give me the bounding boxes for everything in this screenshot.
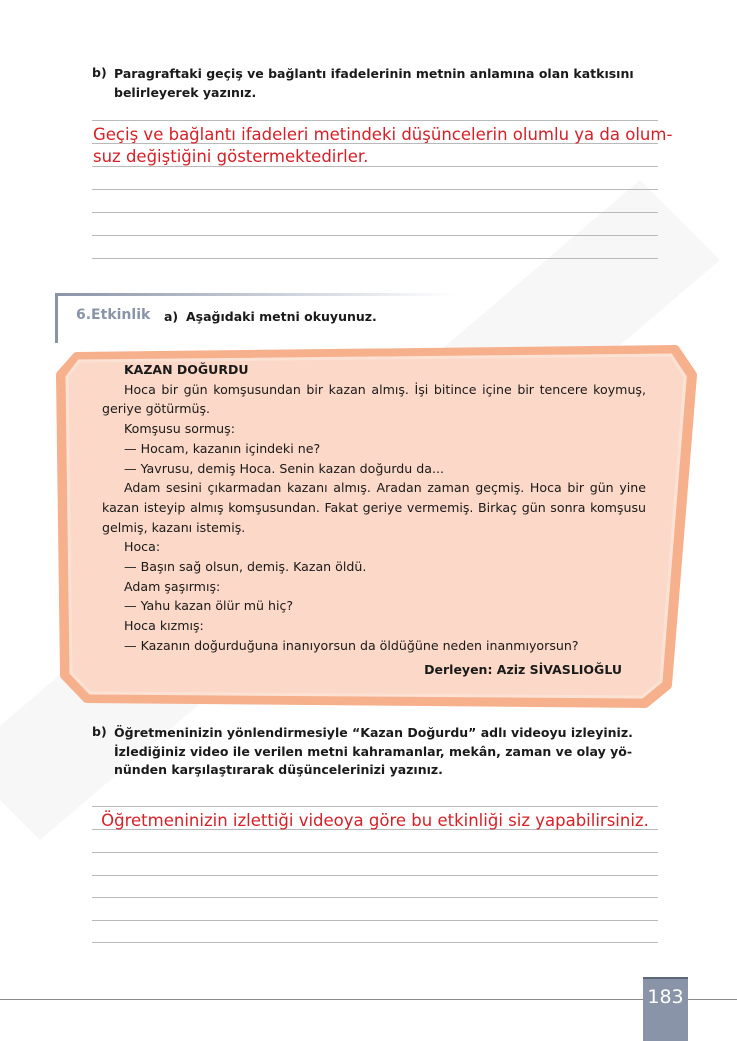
answer-text-b-bottom: Öğretmeninizin izlettiği videoya göre bu etkinliği siz yapabilirsiniz. <box>101 811 649 830</box>
question-b-label: b) <box>92 65 107 80</box>
question-b2-line2: İzlediğiniz video ile verilen metni kahramanlar, mekân, zaman ve olay yö- <box>114 743 633 759</box>
question-b-line2: belirleyerek yazınız. <box>114 84 257 100</box>
story-dialogue: — Başın sağ olsun, demiş. Kazan öldü. <box>124 559 367 575</box>
story-text <box>102 360 646 656</box>
question-b-line1: Paragraftaki geçiş ve bağlantı ifadelerinin metnin anlamına olan katkısını <box>114 66 634 81</box>
answer-line <box>92 235 658 236</box>
story-dialogue: — Yahu kazan ölür mü hiç? <box>124 598 294 614</box>
page-number: 183 <box>647 986 684 1008</box>
story-paragraph: Komşusu sormuş: <box>124 421 235 437</box>
footer-rule <box>0 999 737 1000</box>
story-paragraph: Hoca bir gün komşusundan bir kazan almış. İşi bitince içine bir tencere koymuş, geriye götürmüş. <box>102 381 646 417</box>
answer-text-b-top <box>93 124 673 168</box>
answer-line <box>92 920 658 921</box>
answer-line <box>92 258 658 259</box>
story-paragraph: Adam şaşırmış: <box>124 578 221 594</box>
question-b2-line1: Öğretmeninizin yönlendirmesiyle “Kazan Doğurdu” adlı videoyu izleyiniz. <box>114 725 633 740</box>
answer-line <box>92 875 658 876</box>
story-dialogue: — Kazanın doğurduğuna inanıyorsun da öldüğüne neden inanmıyorsun? <box>124 637 579 653</box>
answer-line <box>92 852 658 853</box>
answer-line <box>92 120 658 121</box>
answer-line <box>92 942 658 943</box>
answer-line <box>92 189 658 190</box>
question-b2-line3: nünden karşılaştırarak düşüncelerinizi yazınız. <box>114 762 443 777</box>
activity-label: 6.Etkinlik <box>76 307 151 323</box>
story-paragraph: Hoca: <box>124 539 161 555</box>
answer-b-top-line1: Geçiş ve bağlantı ifadeleri metindeki düşüncelerin olumlu ya da olum- <box>93 125 673 144</box>
answer-line <box>92 212 658 213</box>
story-title: KAZAN DOĞURDU <box>124 362 249 377</box>
activity-a-label: a) <box>164 309 179 324</box>
question-b2-label: b) <box>92 724 107 739</box>
answer-line <box>92 806 658 807</box>
story-paragraph: Adam sesini çıkarmadan kazanı almış. Aradan zaman geçmiş. Hoca bir gün yine kazan isteyip almış komşusundan. Fakat geriye vermemiş. Birkaç gün sonra komşusu gelmiş, kazanı istemiş. <box>102 480 646 535</box>
story-credit: Derleyen: Aziz SİVASLIOĞLU <box>424 662 622 677</box>
story-dialogue: — Yavrusu, demiş Hoca. Senin kazan doğurdu da... <box>124 460 444 476</box>
activity-a-text: Aşağıdaki metni okuyunuz. <box>186 309 377 324</box>
question-b2-text <box>114 724 674 780</box>
answer-b-top-line2: suz değiştiğini göstermektedirler. <box>93 147 369 166</box>
story-paragraph: Hoca kızmış: <box>124 618 204 634</box>
story-dialogue: — Hocam, kazanın içindeki ne? <box>124 440 321 456</box>
answer-line <box>92 897 658 898</box>
question-b-text <box>114 65 674 102</box>
